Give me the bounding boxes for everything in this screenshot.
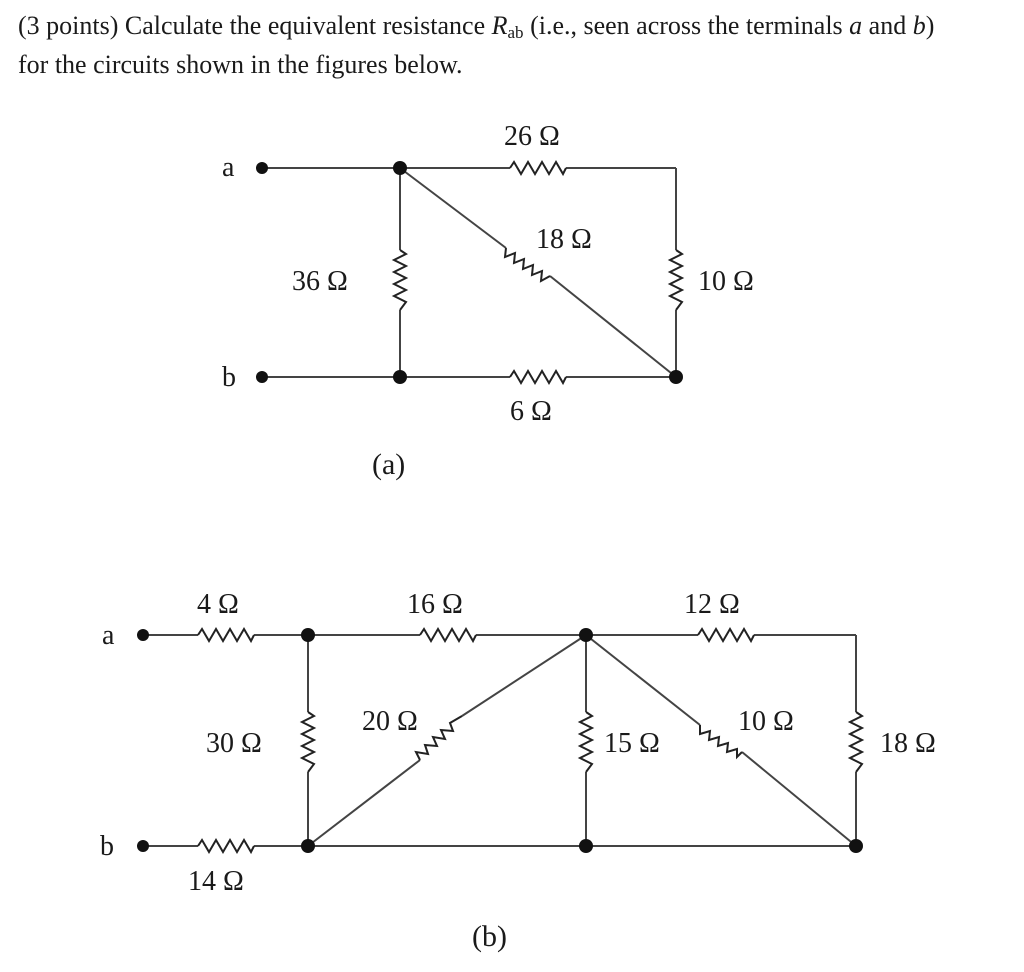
node-dot: [579, 839, 593, 853]
terminal-b-label: b: [100, 831, 114, 862]
r-subscript: ab: [507, 23, 524, 42]
figure-a: [222, 121, 754, 481]
label-12-ohm: 12 Ω: [684, 589, 740, 620]
label-6-ohm: 6 Ω: [510, 396, 552, 427]
node-dot: [669, 370, 683, 384]
terminal-a-label: a: [222, 152, 235, 183]
label-20-ohm: 20 Ω: [362, 706, 418, 737]
question-text-part: Calculate the equivalent resistance: [124, 11, 492, 40]
terminal-b-ref: b: [912, 11, 926, 40]
label-15-ohm: 15 Ω: [604, 728, 660, 759]
resistor-30-ohm: [302, 712, 314, 772]
node-dot: [849, 839, 863, 853]
wire: [308, 760, 420, 846]
resistor-10-ohm: [700, 725, 742, 757]
figure-a-caption: (a): [372, 448, 406, 481]
resistor-16-ohm: [420, 629, 476, 641]
label-10-ohm: 10 Ω: [698, 266, 754, 297]
resistor-36-ohm: [394, 250, 406, 310]
wire: [742, 752, 856, 846]
terminal-a-ref: a: [849, 11, 863, 40]
figure-b: [100, 589, 936, 953]
label-10-ohm: 10 Ω: [738, 706, 794, 737]
label-26-ohm: 26 Ω: [504, 121, 560, 152]
resistor-26-ohm: [510, 162, 566, 174]
label-30-ohm: 30 Ω: [206, 728, 262, 759]
resistor-4-ohm: [198, 629, 254, 641]
node-dot: [301, 839, 315, 853]
terminal-a-dot: [256, 162, 268, 174]
wire: [462, 635, 586, 716]
resistor-12-ohm: [698, 629, 754, 641]
node-dot: [301, 628, 315, 642]
wire: [400, 168, 506, 248]
node-dot: [393, 370, 407, 384]
resistor-14-ohm: [198, 840, 254, 852]
terminal-a-label: a: [102, 620, 115, 651]
resistor-20-ohm: [416, 716, 462, 760]
question-line-2: for the circuits shown in the figures below.: [18, 50, 463, 79]
node-dot: [579, 628, 593, 642]
label-36-ohm: 36 Ω: [292, 266, 348, 297]
resistor-10-ohm: [670, 250, 682, 310]
question-text-part: and: [862, 11, 913, 40]
label-16-ohm: 16 Ω: [407, 589, 463, 620]
question-text-part: ): [925, 11, 935, 40]
terminal-b-label: b: [222, 362, 236, 393]
points-label: (3 points): [18, 11, 119, 40]
question-text-part: (i.e., seen across the terminals: [523, 11, 850, 40]
terminal-b-dot: [256, 371, 268, 383]
node-dot: [393, 161, 407, 175]
r-symbol: R: [491, 11, 508, 40]
label-4-ohm: 4 Ω: [197, 589, 239, 620]
figure-b-caption: (b): [472, 920, 507, 953]
wire: [586, 635, 700, 725]
label-18-ohm: 18 Ω: [880, 728, 936, 759]
label-14-ohm: 14 Ω: [188, 866, 244, 897]
terminal-b-dot: [137, 840, 149, 852]
terminal-a-dot: [137, 629, 149, 641]
label-18-ohm: 18 Ω: [536, 224, 592, 255]
wire: [550, 276, 676, 377]
resistor-18-ohm: [850, 712, 862, 772]
resistor-15-ohm: [580, 712, 592, 772]
resistor-6-ohm: [510, 371, 566, 383]
